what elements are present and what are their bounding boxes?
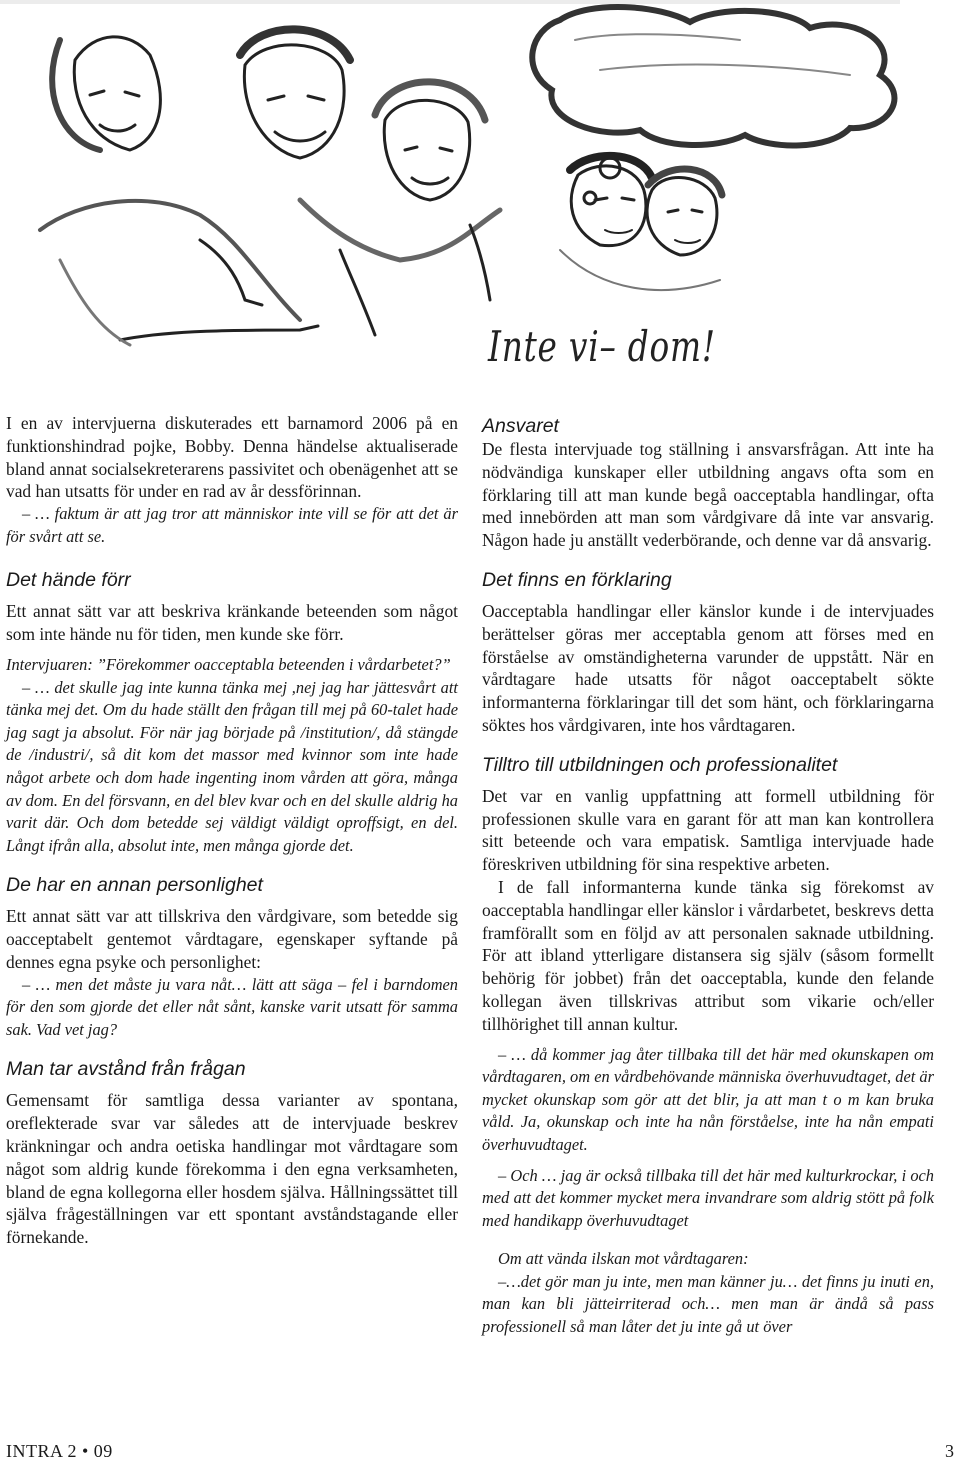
heading-det-hande-forr: Det hände förr [6, 569, 131, 592]
tilltro-quote-1: – … då kommer jag åter tillbaka till det här med okunskapen om vårdtagaren, om en vårdbehövande människa överhuvudtaget, det är mycket okunskap som gör att det blir, ja att man t o m kan bruka våld. Ja, okunskap och inte ha nån förståelse, inte ha nån empati överhuvudtaget. [482, 1044, 934, 1154]
tilltro-quote-4: –…det gör man ju inte, men man känner ju… det finns ju inuti en, man kan bli jätteirriterad och… men man är ändå så pass professionell så man låter det ju inte gå ut över [482, 1271, 934, 1337]
det-hande-forr-quote: – … det skulle jag inte kunna tänka mej ,nej jag har jättesvårt att tänka mej det. Om du hade ställt den frågan till mej på 60-talet hade jag sagt ja absolut. För när jag började på /institution/, då stängde de /industri/, så dit kom det massor med kvinnor som inte hade något arbete och dom hade ingenting inom vården att göra, många av dom. En del försvann, en del blev kvar och en del skulle aldrig ha varit där. Och dom betedde sej väldigt väldigt oproffsigt, en del. Långt ifrån alla, absolut inte, men många gjorde det. [6, 677, 458, 855]
heading-tilltro-utbildning: Tilltro till utbildningen och professionalitet [482, 753, 838, 776]
heading-ansvaret: Ansvaret [482, 415, 559, 437]
man-tar-avstand-body: Gemensamt för samtliga dessa varianter av spontana, oreflekterade svar var således att de intervjuade beskrev kränkningar och andra oetiska handlingar mot vårdtagare som något som aldrig kunde förekomma i den egna verksamheten, bland de egna kollegorna eller hosdem själva. Hållningssättet till själva frågeställningen var ett spontant avståndstagande eller förnekande. [6, 1090, 458, 1248]
heading-man-tar-avstand: Man tar avstånd från frågan [6, 1058, 246, 1081]
right-column [482, 414, 934, 1339]
tilltro-quote-2: – Och … jag är också tillbaka till det här med kulturkrockar, i och med att det kommer mycket mera invandrare som aldrig stött på folk med handikapp överhuvudtaget [482, 1165, 934, 1230]
page-number: 3 [945, 1441, 954, 1461]
annan-personlighet-quote: – … men det måste ju vara nåt… lätt att säga – fel i barndomen för den som gjorde det eller nåt sånt, kanske varit utsatt för samma sak. Vad vet jag? [6, 974, 458, 1039]
left-column [6, 412, 458, 1249]
intro-quote: – … faktum är att jag tror att människor inte vill se för att det är för svårt att se. [6, 504, 458, 546]
ink-illustration [0, 0, 960, 400]
ansvaret-body: De flesta intervjuade tog ställning i ansvarsfrågan. Att inte ha nödvändiga kunskaper eller utbildning angavs ofta som en förklaring till att man kunde begå oacceptabla handlingar, ofta med innebörden att man som vårdgivare då inte var ansvarig. Någon hade ju anställt vederbörande, och denne var då ansvarig. [482, 439, 934, 551]
article-headline: Inte vi– dom! [488, 322, 716, 371]
pointing-figures-drawing [40, 29, 500, 345]
forklaring-body: Oacceptabla handlingar eller känslor kunde i de intervjuades berättelser göras mer acceptabla genom att förses med en förståelse av omständigheterna varunder de uppstått. När en vårdtagare hade utsatts för något oacceptabelt sökte informanterna förklaringar till det som hänt, och förklaringarna söktes hos vårdgivaren, inte hos vårdtagaren. [482, 600, 934, 735]
tilltro-quote-3: Om att vända ilskan mot vårdtagaren: [498, 1249, 749, 1269]
heading-annan-personlighet: De har en annan personlighet [6, 874, 263, 897]
intro-paragraph: I en av intervjuerna diskuterades ett barnamord 2006 på en funktionshindrad pojke, Bobby. Denna händelse aktualiserade bland annat socialsekreterarens passivitet och obenägenhet att se vad han utsatts för under en rad av år dessförinnan. [6, 413, 458, 502]
annan-personlighet-body: Ett annat sätt var att tillskriva den vårdgivare, som betedde sig oacceptabelt gentemot vårdtagare, egenskaper syftande på dennes egna psyke och personlighet: [6, 906, 458, 972]
interviewer-quote: Intervjuaren: ”Förekommer oacceptabla beteenden i vårdarbetet?” [6, 654, 451, 674]
thought-bubble-drawing [532, 7, 894, 290]
det-hande-forr-body: Ett annat sätt var att beskriva kränkande beteenden som något som inte hände nu för tiden, men kunde ske förr. [6, 601, 458, 645]
heading-det-finns-en-forklaring: Det finns en förklaring [482, 568, 672, 591]
publication-label: INTRA 2 • 09 [6, 1441, 113, 1461]
tilltro-body-1: Det var en vanlig uppfattning att formell utbildning för professionen skulle vara en garant för att man kan kontrollera sitt beteende och vara empatisk. Samtliga intervjuade hade föreskriven utbildning för sina respektive arbeten. [482, 785, 934, 875]
tilltro-body-2: I de fall informanterna kunde tänka sig förekomst av oacceptabla handlingar eller känslor i vårdarbetet, beskrevs detta framförallt som en följd av att personalen saknade utbildning. För att ibland ytterligare distansera sig själv (såsom formellt behörig för jobbet) från det oacceptabla, kunde den felande kollegan även tillskrivas attribut som vikarie och/eller tillhörighet till annan kultur. [482, 876, 934, 1034]
